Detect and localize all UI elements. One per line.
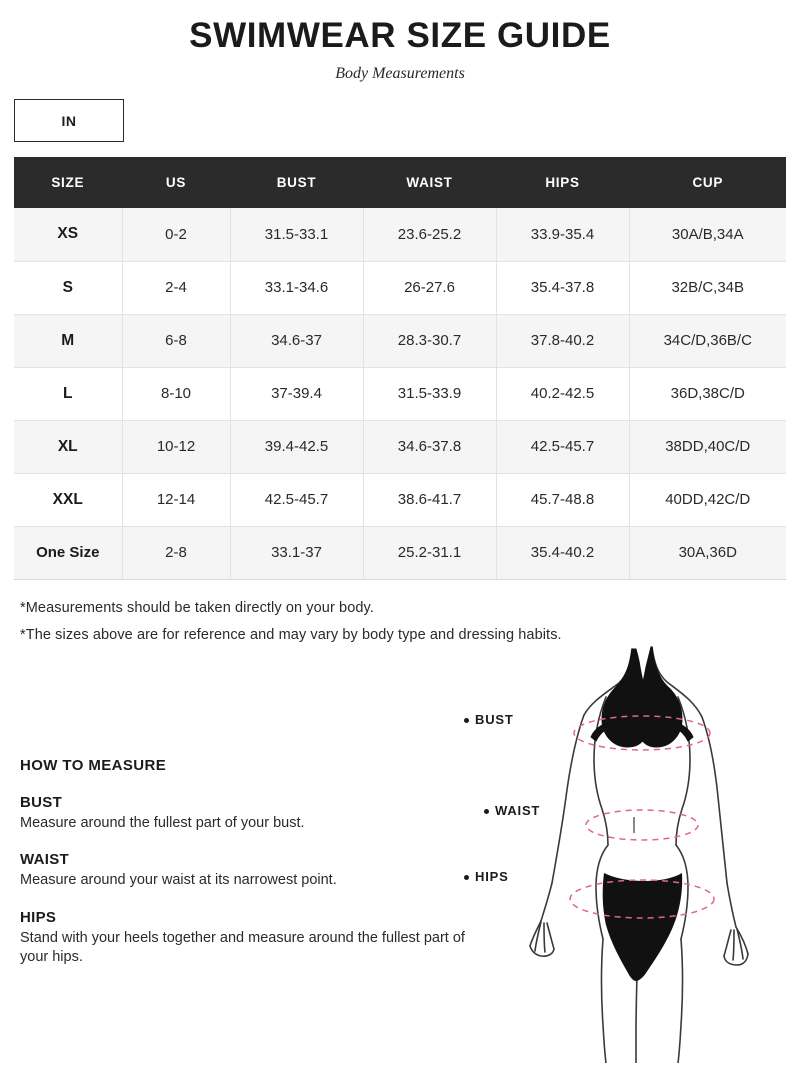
cell-waist: 38.6-41.7 (363, 473, 496, 526)
page-subtitle: Body Measurements (335, 65, 465, 82)
cell-size: XXL (14, 473, 122, 526)
cell-bust: 33.1-34.6 (230, 261, 363, 314)
cell-size: M (14, 314, 122, 367)
cell-us: 6-8 (122, 314, 230, 367)
figure-label-hips (464, 869, 509, 884)
cell-waist: 31.5-33.9 (363, 367, 496, 420)
cell-cup: 32B/C,34B (629, 261, 786, 314)
table-row (14, 473, 786, 526)
cell-bust: 34.6-37 (230, 314, 363, 367)
column-header-cup: CUP (629, 157, 786, 208)
size-table (14, 157, 786, 580)
table-row (14, 208, 786, 261)
cell-us: 0-2 (122, 208, 230, 261)
measure-title-bust: BUST (20, 793, 63, 811)
table-row (14, 526, 786, 579)
cell-size: XS (14, 208, 122, 261)
unit-toggle-wrap (14, 99, 786, 142)
column-header-size: SIZE (14, 157, 122, 208)
column-header-waist: WAIST (363, 157, 496, 208)
figure-label-bust-text: BUST (475, 711, 514, 727)
page-title: SWIMWEAR SIZE GUIDE (189, 16, 611, 55)
cell-cup: 30A/B,34A (629, 208, 786, 261)
cell-bust: 31.5-33.1 (230, 208, 363, 261)
cell-waist: 26-27.6 (363, 261, 496, 314)
cell-waist: 28.3-30.7 (363, 314, 496, 367)
cell-us: 8-10 (122, 367, 230, 420)
lower-section (14, 661, 786, 1061)
cell-bust: 42.5-45.7 (230, 473, 363, 526)
note-measurement: *Measurements should be taken directly on your body. (20, 599, 374, 616)
cell-waist: 25.2-31.1 (363, 526, 496, 579)
cell-waist: 34.6-37.8 (363, 420, 496, 473)
cell-bust: 37-39.4 (230, 367, 363, 420)
how-to-measure-block (20, 757, 490, 986)
cell-cup: 34C/D,36B/C (629, 314, 786, 367)
female-body-illustration (456, 643, 786, 1063)
column-header-hips: HIPS (496, 157, 629, 208)
how-to-measure-heading: HOW TO MEASURE (20, 756, 167, 774)
cell-bust: 33.1-37 (230, 526, 363, 579)
unit-toggle-in[interactable]: IN (14, 99, 124, 142)
cell-hips: 37.8-40.2 (496, 314, 629, 367)
figure-label-hips-text: HIPS (475, 868, 509, 884)
bullet-icon (484, 809, 489, 814)
column-header-bust: BUST (230, 157, 363, 208)
figure-label-bust (464, 712, 514, 727)
table-row (14, 314, 786, 367)
cell-cup: 40DD,42C/D (629, 473, 786, 526)
measure-item-waist (20, 851, 490, 891)
cell-us: 10-12 (122, 420, 230, 473)
cell-waist: 23.6-25.2 (363, 208, 496, 261)
notes-section (14, 600, 786, 643)
table-row (14, 261, 786, 314)
cell-cup: 30A,36D (629, 526, 786, 579)
cell-size: One Size (14, 526, 122, 579)
cell-cup: 36D,38C/D (629, 367, 786, 420)
column-header-us: US (122, 157, 230, 208)
cell-size: L (14, 367, 122, 420)
body-measurement-figure (456, 643, 786, 1063)
cell-size: XL (14, 420, 122, 473)
cell-us: 12-14 (122, 473, 230, 526)
cell-cup: 38DD,40C/D (629, 420, 786, 473)
cell-hips: 45.7-48.8 (496, 473, 629, 526)
measure-item-hips (20, 909, 490, 968)
table-header-row (14, 157, 786, 208)
cell-us: 2-4 (122, 261, 230, 314)
cell-hips: 35.4-37.8 (496, 261, 629, 314)
cell-size: S (14, 261, 122, 314)
bullet-icon (464, 718, 469, 723)
figure-label-waist (484, 803, 540, 818)
measure-desc-bust: Measure around the fullest part of your bust. (20, 814, 305, 831)
table-row (14, 420, 786, 473)
figure-label-waist-text: WAIST (495, 802, 541, 818)
table-row (14, 367, 786, 420)
waist-guide-ellipse (586, 810, 698, 840)
cell-hips: 42.5-45.7 (496, 420, 629, 473)
cell-us: 2-8 (122, 526, 230, 579)
cell-bust: 39.4-42.5 (230, 420, 363, 473)
measure-title-hips: HIPS (20, 908, 57, 926)
cell-hips: 40.2-42.5 (496, 367, 629, 420)
cell-hips: 35.4-40.2 (496, 526, 629, 579)
note-reference: *The sizes above are for reference and may vary by body type and dressing habits. (20, 626, 562, 643)
measure-desc-hips: Stand with your heels together and measure around the fullest part of your hips. (20, 929, 465, 966)
bullet-icon (464, 875, 469, 880)
cell-hips: 33.9-35.4 (496, 208, 629, 261)
measure-desc-waist: Measure around your waist at its narrowest point. (20, 872, 337, 889)
size-guide-page (0, 16, 800, 1082)
measure-title-waist: WAIST (20, 851, 69, 869)
measure-item-bust (20, 794, 490, 834)
